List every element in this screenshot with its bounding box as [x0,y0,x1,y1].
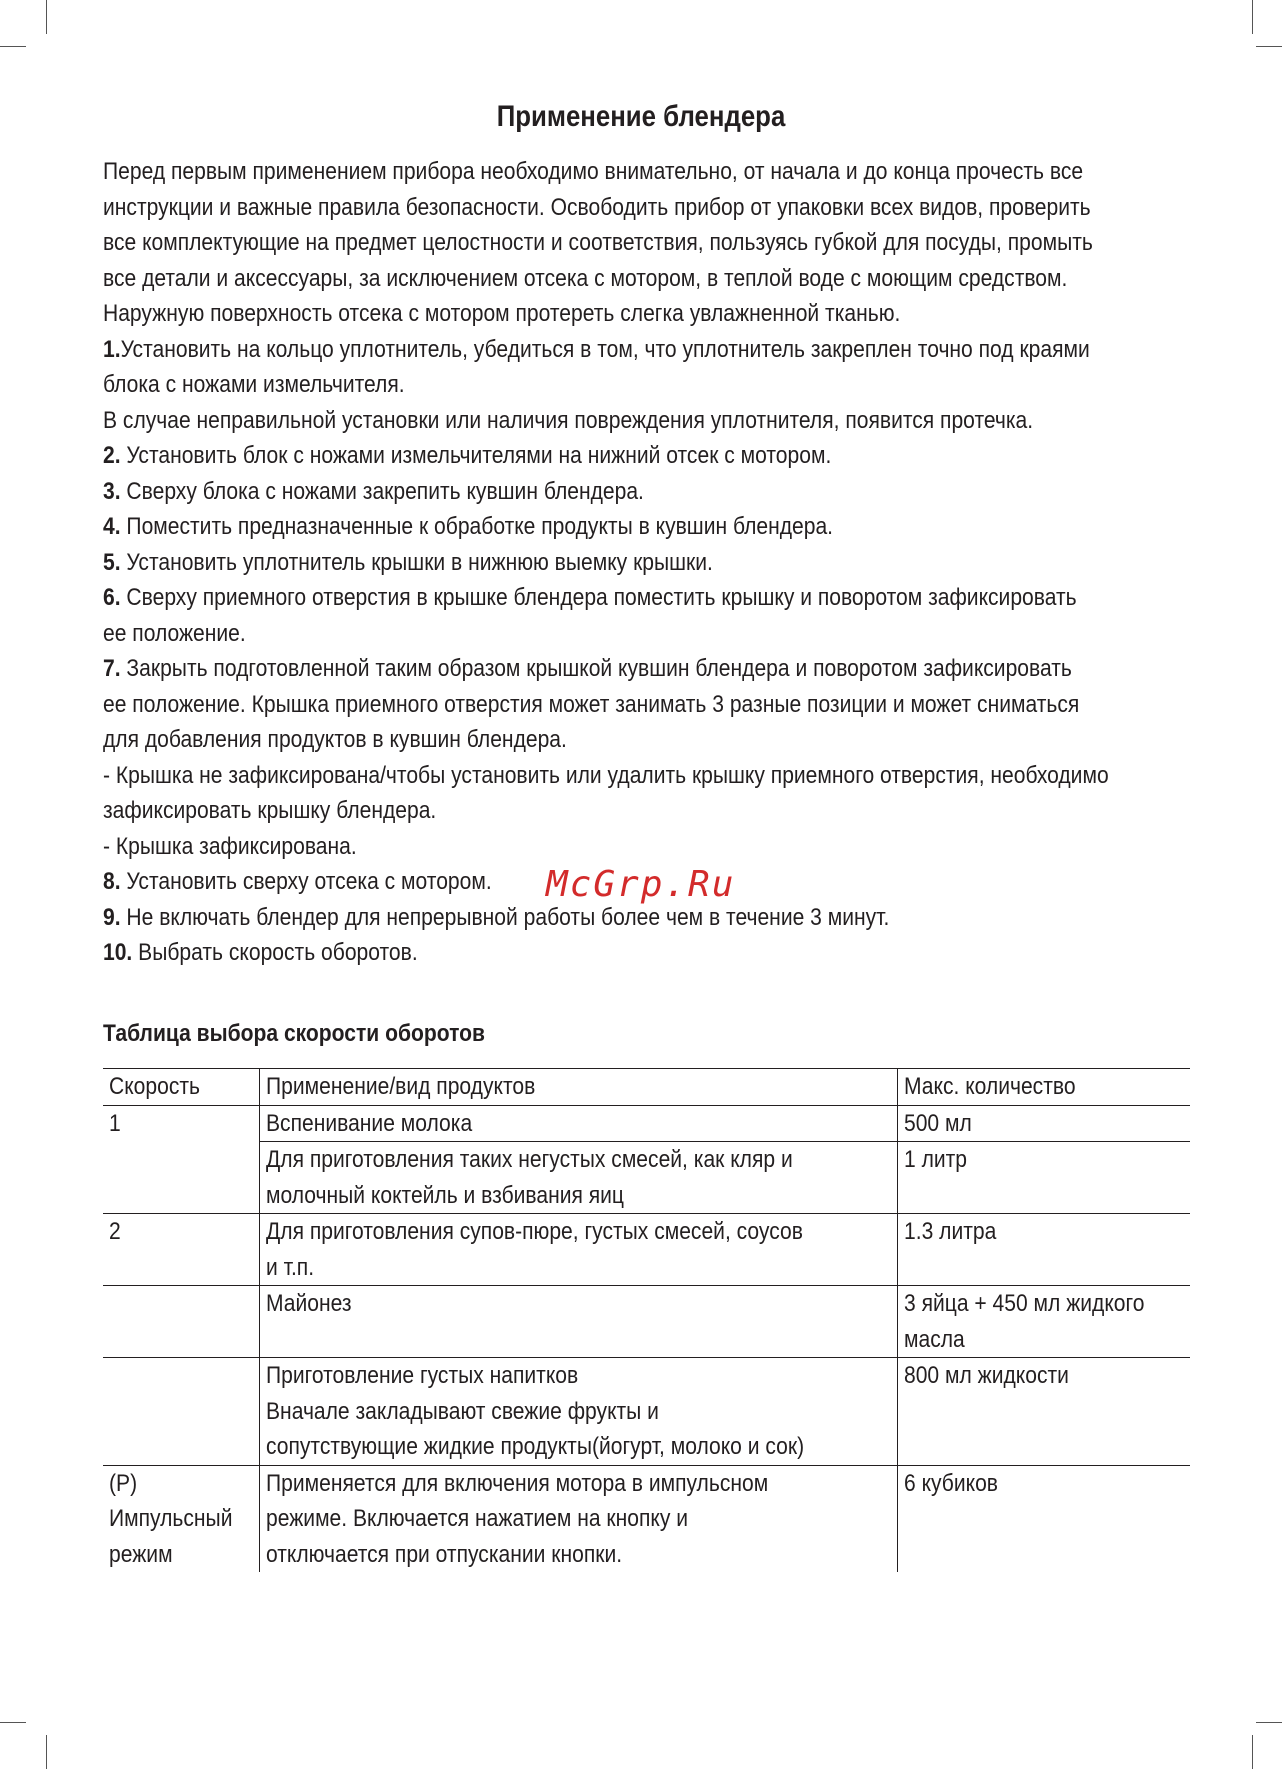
step-number: 5. [103,548,121,576]
table-row [103,1465,1190,1572]
use-cell: Приготовление густых напитков Вначале закладывают свежие фрукты и сопутствующие жидкие продукты(йогурт, молоко и сок) [259,1358,898,1466]
intro-line: Наружную поверхность отсека с мотором протереть слегка увлажненной тканью. [103,300,901,327]
step-line: зафиксировать крышку блендера. [103,797,437,824]
step-text: Сверху блока с ножами закрепить кувшин блендера. [120,477,644,505]
step-number: 10. [103,939,133,966]
crop-mark [46,0,47,34]
step-text: Установить уплотнитель крышки в нижнюю выемку крышки. [120,548,713,576]
max-cell: 3 яйца + 450 мл жидкого масла [898,1286,1190,1358]
use-cell: Для приготовления таких негустых смесей, как кляр и молочный коктейль и взбивания яиц [259,1142,898,1214]
intro-line: инструкции и важные правила безопасности. Освободить прибор от упаковки всех видов, проверить [103,193,1091,221]
use-cell: Майонез [259,1286,898,1358]
table-row [103,1142,1190,1214]
speed-cell: 1 [103,1105,259,1142]
step-line: В случае неправильной установки или наличия повреждения уплотнителя, появится протечка. [103,406,1034,434]
crop-mark [1256,46,1282,47]
step-7 [103,651,1072,687]
step-number: 4. [103,513,121,540]
step-line: - Крышка зафиксирована. [103,832,357,860]
speed-cell [103,1142,259,1214]
speed-cell: (P) Импульсный режим [103,1465,259,1572]
step-text: Сверху приемного отверстия в крышке блендера поместить крышку и поворотом зафиксировать [120,584,1077,611]
speed-cell: 2 [103,1214,259,1286]
step-text: Установить на кольцо уплотнитель, убедиться в том, что уплотнитель закреплен точно под краями [120,335,1090,363]
max-cell: 800 мл жидкости [898,1358,1190,1466]
use-cell: Вспенивание молока [259,1105,898,1142]
max-cell: 500 мл [898,1105,1190,1142]
table-row [103,1214,1190,1286]
intro-line: Перед первым применением прибора необходимо внимательно, от начала и до конца прочесть все [103,158,1084,185]
watermark: McGrp.Ru [546,864,736,905]
step-3 [103,474,1036,510]
step-text: Выбрать скорость оборотов. [132,939,418,966]
use-cell: Для приготовления супов-пюре, густых смесей, соусов и т.п. [259,1214,898,1286]
step-1 [103,332,1090,368]
crop-mark [0,1722,26,1723]
step-number: 6. [103,584,121,611]
use-cell: Применяется для включения мотора в импульсном режиме. Включается нажатием на кнопку и отключается при отпускании кнопки. [259,1465,898,1572]
crop-mark [46,1735,47,1769]
header-cell: Скорость [103,1069,259,1106]
header-cell: Применение/вид продуктов [259,1069,898,1106]
max-cell: 1.3 литра [898,1214,1190,1286]
speed-cell [103,1286,259,1358]
step-text: Не включать блендер для непрерывной работы более чем в течение 3 минут. [120,903,890,931]
step-line: для добавления продуктов в кувшин блендера. [103,726,567,753]
step-line: ее положение. [103,619,246,647]
step-10 [103,935,1036,971]
instructions-body [103,154,1188,971]
table-header-row [103,1069,1190,1106]
table-row [103,1286,1190,1358]
intro-line: все комплектующие на предмет целостности и соответствия, пользуясь губкой для посуды, промыть [103,229,1093,256]
step-number: 9. [103,903,121,931]
intro-line: все детали и аксессуары, за исключением отсека с мотором, в теплой воде с моющим средством. [103,264,1068,292]
step-text: Поместить предназначенные к обработке продукты в кувшин блендера. [120,513,834,540]
step-6 [103,580,1077,616]
step-4 [103,509,1036,545]
step-text: Установить блок с ножами измельчителями на нижний отсек с мотором. [120,442,832,469]
step-text: Закрыть подготовленной таким образом крышкой кувшин блендера и поворотом зафиксировать [120,655,1072,682]
step-2 [103,438,1036,474]
step-number: 1. [103,335,121,363]
max-cell: 6 кубиков [898,1465,1190,1572]
step-number: 7. [103,655,121,682]
speed-table [103,1068,1190,1572]
table-title: Таблица выбора скорости оборотов [103,1020,485,1047]
page-title: Применение блендера [496,100,786,133]
speed-cell [103,1358,259,1466]
max-cell: 1 литр [898,1142,1190,1214]
step-line: - Крышка не зафиксирована/чтобы установить или удалить крышку приемного отверстия, необходимо [103,761,1109,789]
crop-mark [1256,1722,1282,1723]
step-5 [103,545,1036,581]
crop-mark [0,46,26,47]
step-number: 3. [103,477,121,505]
header-cell: Макс. количество [898,1069,1190,1106]
crop-mark [1252,0,1253,34]
step-line: блока с ножами измельчителя. [103,371,405,398]
step-text: Установить сверху отсека с мотором. [120,868,492,895]
table-row [103,1358,1190,1466]
step-line: ее положение. Крышка приемного отверстия может занимать 3 разные позиции и может сниматься [103,690,1080,718]
crop-mark [1252,1735,1253,1769]
step-number: 2. [103,442,121,469]
step-number: 8. [103,868,121,895]
table-row [103,1105,1190,1142]
